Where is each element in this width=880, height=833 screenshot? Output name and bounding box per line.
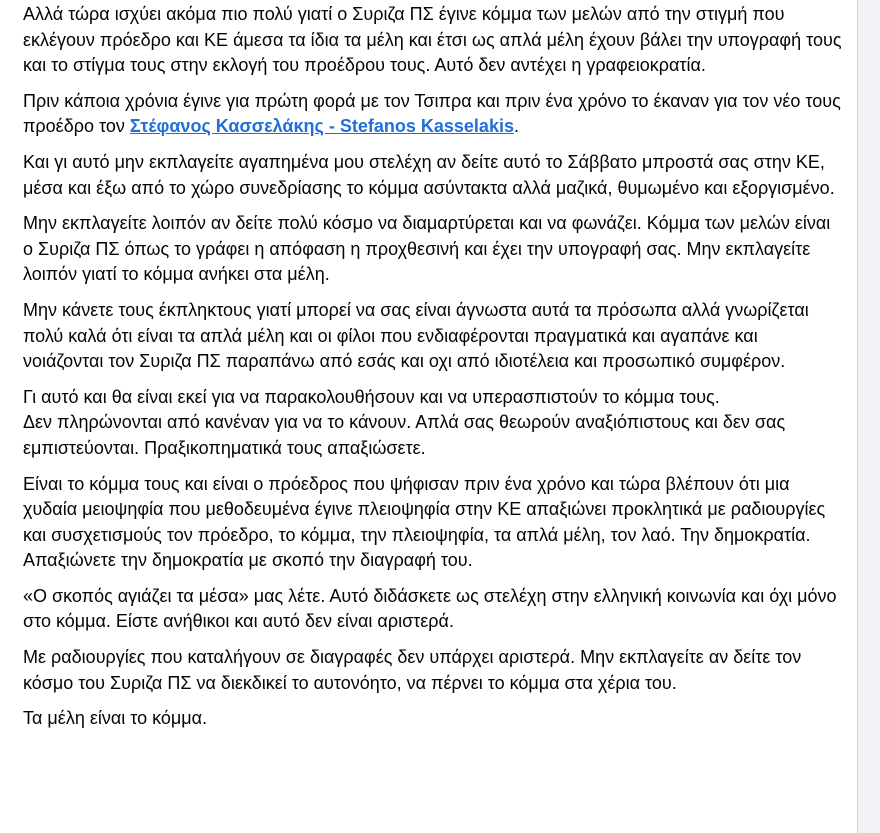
profile-mention-link[interactable]: Στέφανος Κασσελάκης - Stefanos Kasselakis xyxy=(129,116,514,137)
post-paragraph: Είναι το κόμμα τους και είναι ο πρόεδρος που ψήφισαν πριν ένα χρόνο και τώρα βλέπουν ότι μια χυδαία μειοψηφία που μεθοδευμένα έγινε πλειοψηφία στην ΚΕ απαξιώνει προκλητικά με ραδιουργίες και συσχετισμούς τον πρόεδρο, το κόμμα, την πλειοψηφία, τα απλά μέλη, τον λαό. Την δημοκρατία. Απαξιώνετε την δημοκρατία με σκοπό την διαγραφή του. xyxy=(23,473,826,571)
post-paragraph: Γι αυτό και θα είναι εκεί για να παρακολουθήσουν και να υπερασπιστούν το κόμμα τους. Δεν πληρώνονται από κανέναν για να το κάνουν. Απλά σας θεωρούν αναξιόπιστους και δεν σας εμπιστεύονται. Πραξικοπηματικά τους απαξιώσετε. xyxy=(23,386,786,458)
post-paragraph: «Ο σκοπός αγιάζει τα μέσα» μας λέτε. Αυτό διδάσκετε ως στελέχη στην ελληνική κοινωνία και όχι μόνο στο κόμμα. Είστε ανήθικοι και αυτό δεν είναι αριστερά. xyxy=(23,585,837,632)
post-paragraph-with-mention xyxy=(23,89,842,140)
post-paragraph-text: Πριν κάποια χρόνια έγινε για πρώτη φορά με τον Τσιπρα και πριν ένα χρόνο το έκαναν για τον νέο τους προέδρο τον xyxy=(23,90,841,137)
post-paragraph: Μην εκπλαγείτε λοιπόν αν δείτε πολύ κόσμο να διαμαρτύρεται και να φωνάζει. Κόμμα των μελών είναι ο Συριζα ΠΣ όπως το γράφει η απόφαση η προχθεσινή και έχει την υπογραφή σας. Μην εκπλαγείτε λοιπόν γιατί το κόμμα ανήκει στα μέλη. xyxy=(23,213,831,285)
post-paragraph: Με ραδιουργίες που καταλήγουν σε διαγραφές δεν υπάρχει αριστερά. Μην εκπλαγείτε αν δείτε τον κόσμο του Συριζα ΠΣ να διεκδικεί το αυτονόητο, να πέρνει το κόμμα στα χέρια του. xyxy=(23,647,802,693)
post-paragraph: Μην κάνετε τους έκπληκτους γιατί μπορεί να σας είναι άγνωστα αυτά τα πρόσωπα αλλά γνωρίζεται πολύ καλά ότι είναι τα απλά μέλη και οι φίλοι που ενδιαφέρονται πραγματικά και αγαπάνε και νοιάζονται τον Συριζα ΠΣ παραπάνω από εσάς και οχι από ιδιοτέλεια και προσωπικό συμφέρον. xyxy=(23,299,809,372)
post-paragraph: Και γι αυτό μην εκπλαγείτε αγαπημένα μου στελέχη αν δείτε αυτό το Σάββατο μπροστά σας στην ΚΕ, μέσα και έξω από το χώρο συνεδρίασης το κόμμα ασύντακτα αλλά μαζικά, θυμωμένο και εξοργισμένο. xyxy=(23,151,835,198)
post-paragraph: Τα μέλη είναι το κόμμα. xyxy=(23,708,208,729)
post-paragraph-text: . xyxy=(513,116,519,137)
post-paragraph: Αλλά τώρα ισχύει ακόμα πιο πολύ γιατί ο Συριζα ΠΣ έγινε κόμμα των μελών από την στιγμή που εκλέγουν πρόεδρο και ΚΕ άμεσα τα ίδια τα μέλη και έτσι ως απλά μέλη έχουν βάλει την υπογραφή τους και το στίγμα τους στην εκλογή του προέδρου τους. Αυτό δεν αντέχει η γραφειοκρατία. xyxy=(23,4,842,76)
post-text-body xyxy=(23,0,858,833)
page-background-gutter xyxy=(858,0,880,833)
